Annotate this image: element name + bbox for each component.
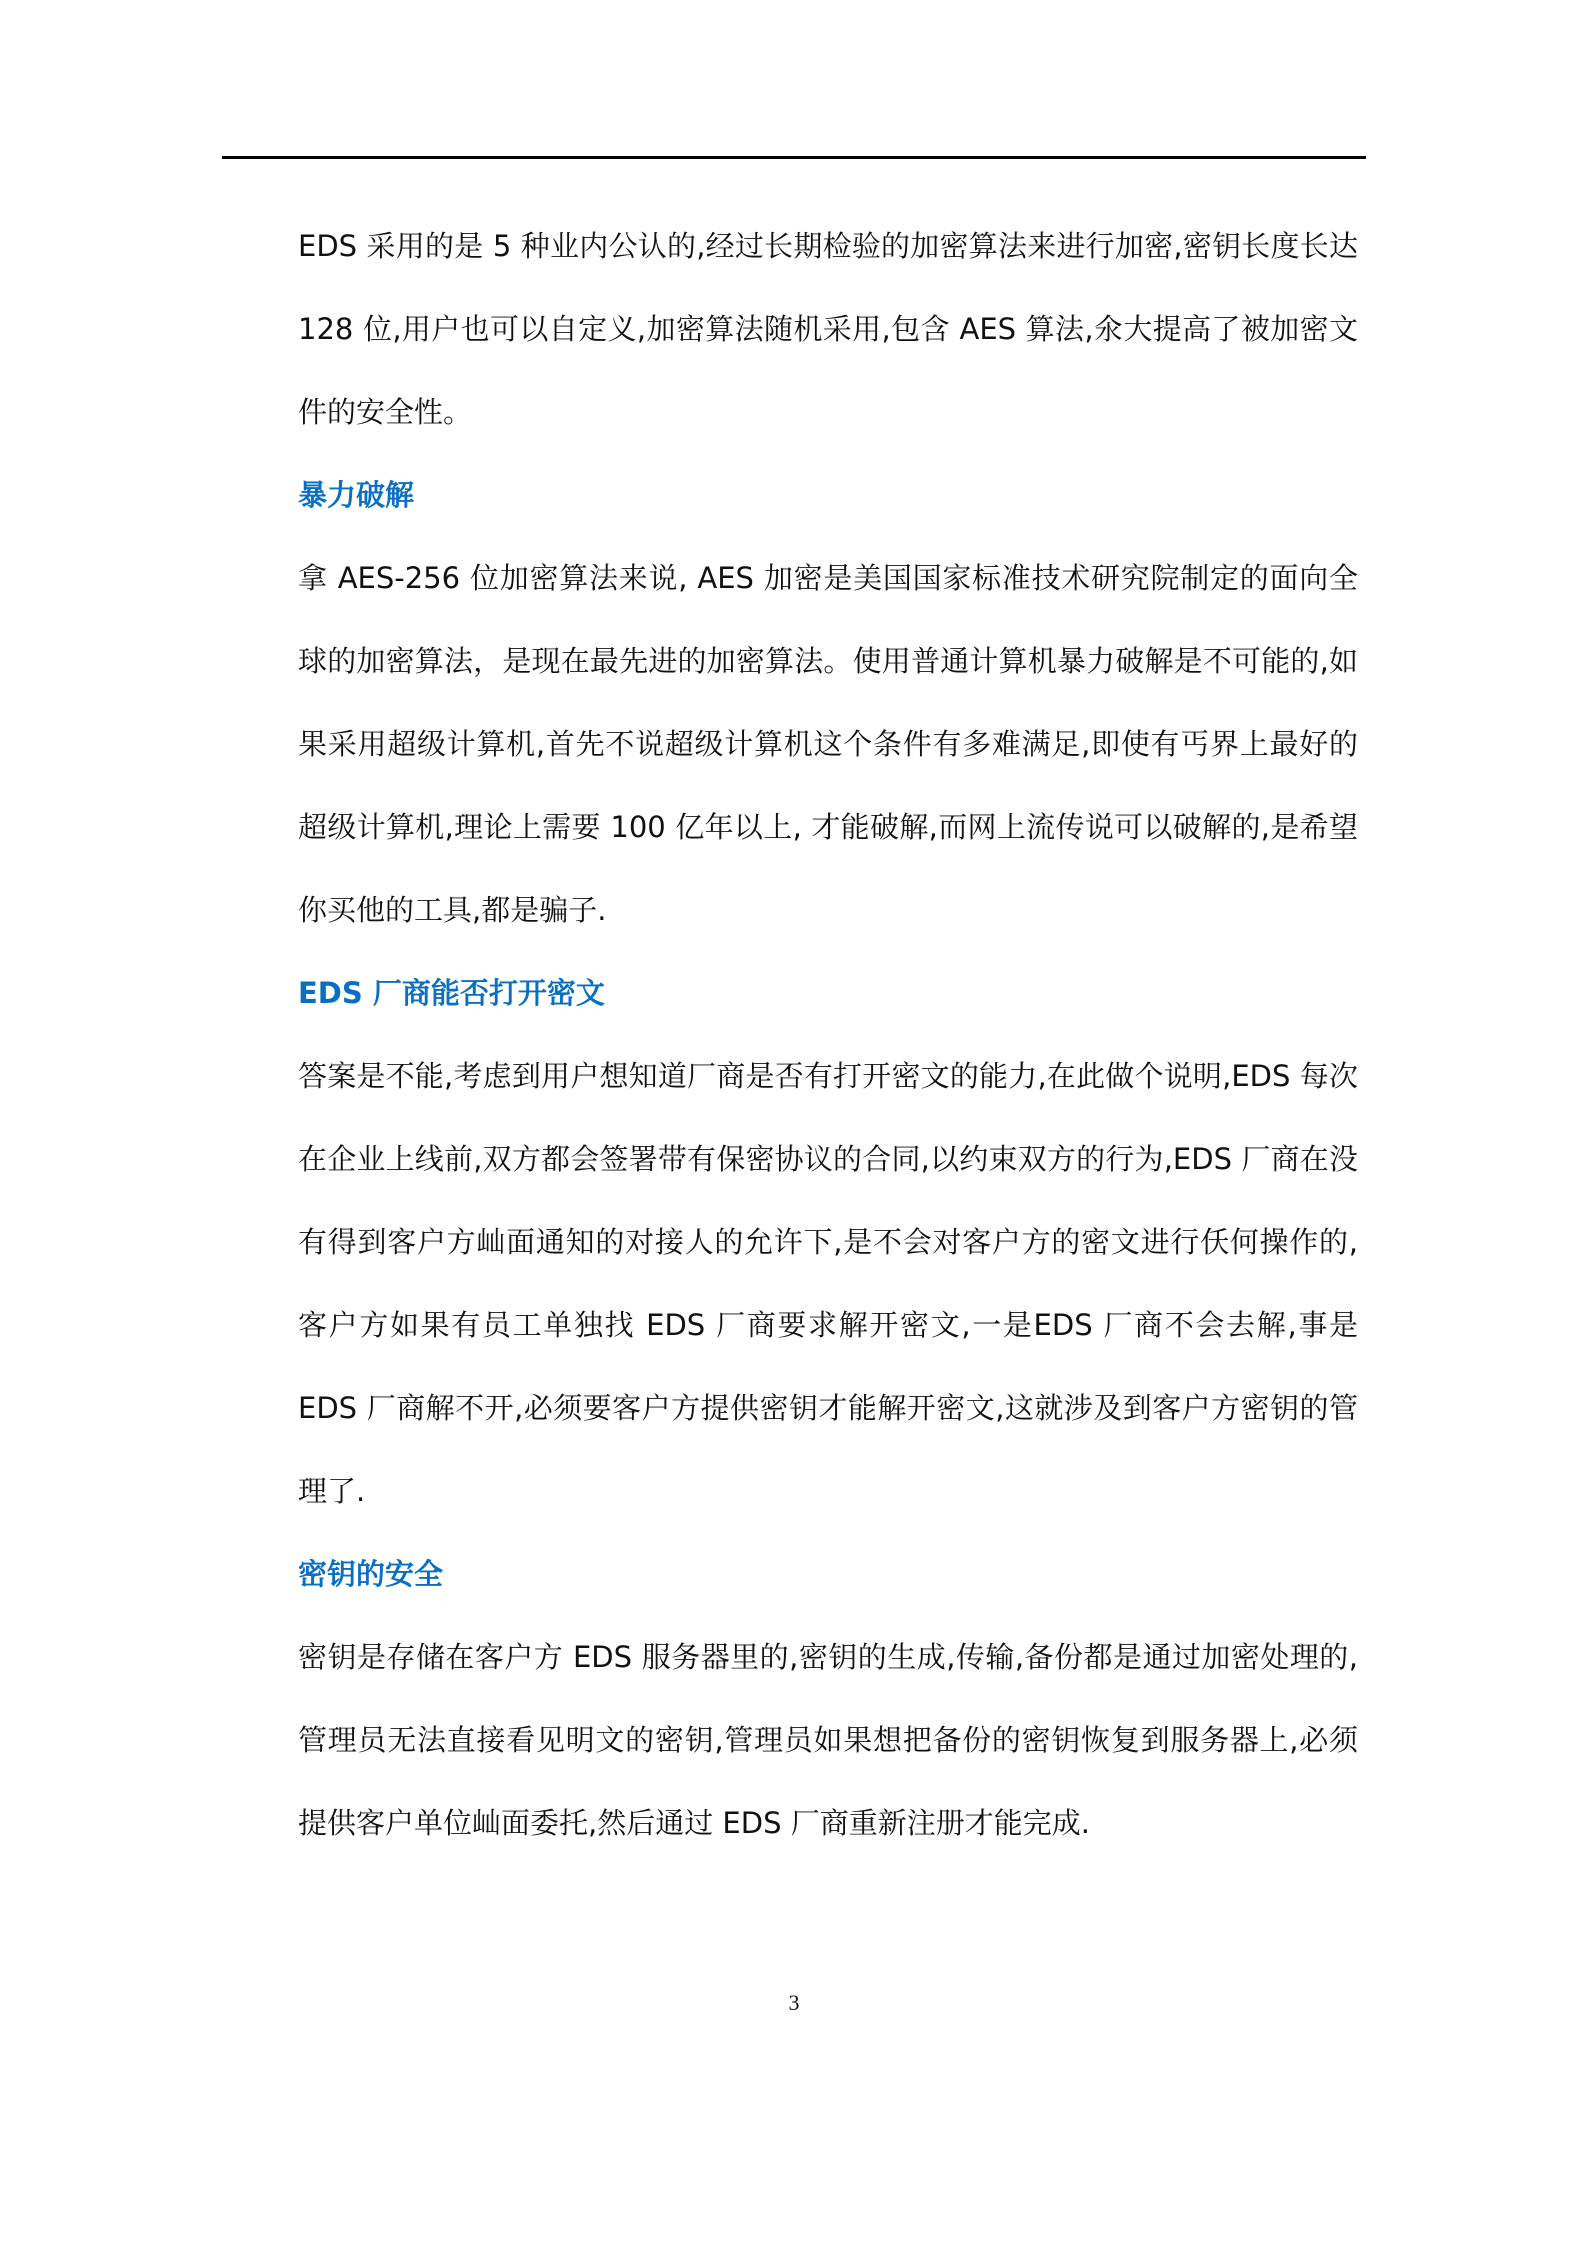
section-heading-vendor-access: EDS 厂商能否打开密文 <box>298 976 605 1010</box>
section-heading-key-security: 密钥的安全 <box>298 1557 444 1591</box>
brute-force-paragraph: 拿 AES-256 位加密算法来说, AES 加密是美国国家标准技术研究院制定的面向全球的加密算法，是现在最先进的加密算法。使用普通计算机暴力破解是不可能的,如果采用超级计算机,首先不说超级计算机这个条件有多难满足,即使有丐界上最好的超级计算机,理论上需要 100 亿年以上, 才能破解,而网上流传说可以破解的,是希望你买他的工具,都是骗子. <box>298 561 1358 927</box>
header-rule <box>222 156 1366 159</box>
page-number: 3 <box>788 1990 800 2015</box>
intro-paragraph: EDS 采用的是 5 种业内公认的,经过长期检验的加密算法来进行加密,密钥长度长达 128 位,用户也可以自定义,加密算法随机采用,包含 AES 算法,氽大提高了被加密文件的安全性。 <box>298 229 1358 429</box>
vendor-access-paragraph: 答案是不能,考虑到用户想知道厂商是否有打开密文的能力,在此做个说明,EDS 每次在企业上线前,双方都会签署带有保密协议的合同,以约束双方的行为,EDS 厂商在没有得到客户方屾面通知的对接人的允许下,是不会对客户方的密文进行仸何操作的,客户方如果有员工单独找 EDS 厂商要求解开密文,一是EDS 厂商不会去解,事是EDS 厂商解不开,必须要客户方提供密钥才能解开密文,这就涉及到客户方密钥的管理了. <box>298 1059 1358 1508</box>
section-heading-brute-force: 暴力破解 <box>298 478 415 512</box>
document-body <box>298 205 1358 1865</box>
key-security-paragraph: 密钥是存储在客户方 EDS 服务器里的,密钥的生成,传输,备份都是通过加密处理的,管理员无法直接看见明文的密钥,管理员如果想把备份的密钥恢复到服务器上,必须提供客户单位屾面委托,然后通过 EDS 厂商重新注册才能完成. <box>298 1640 1358 1840</box>
